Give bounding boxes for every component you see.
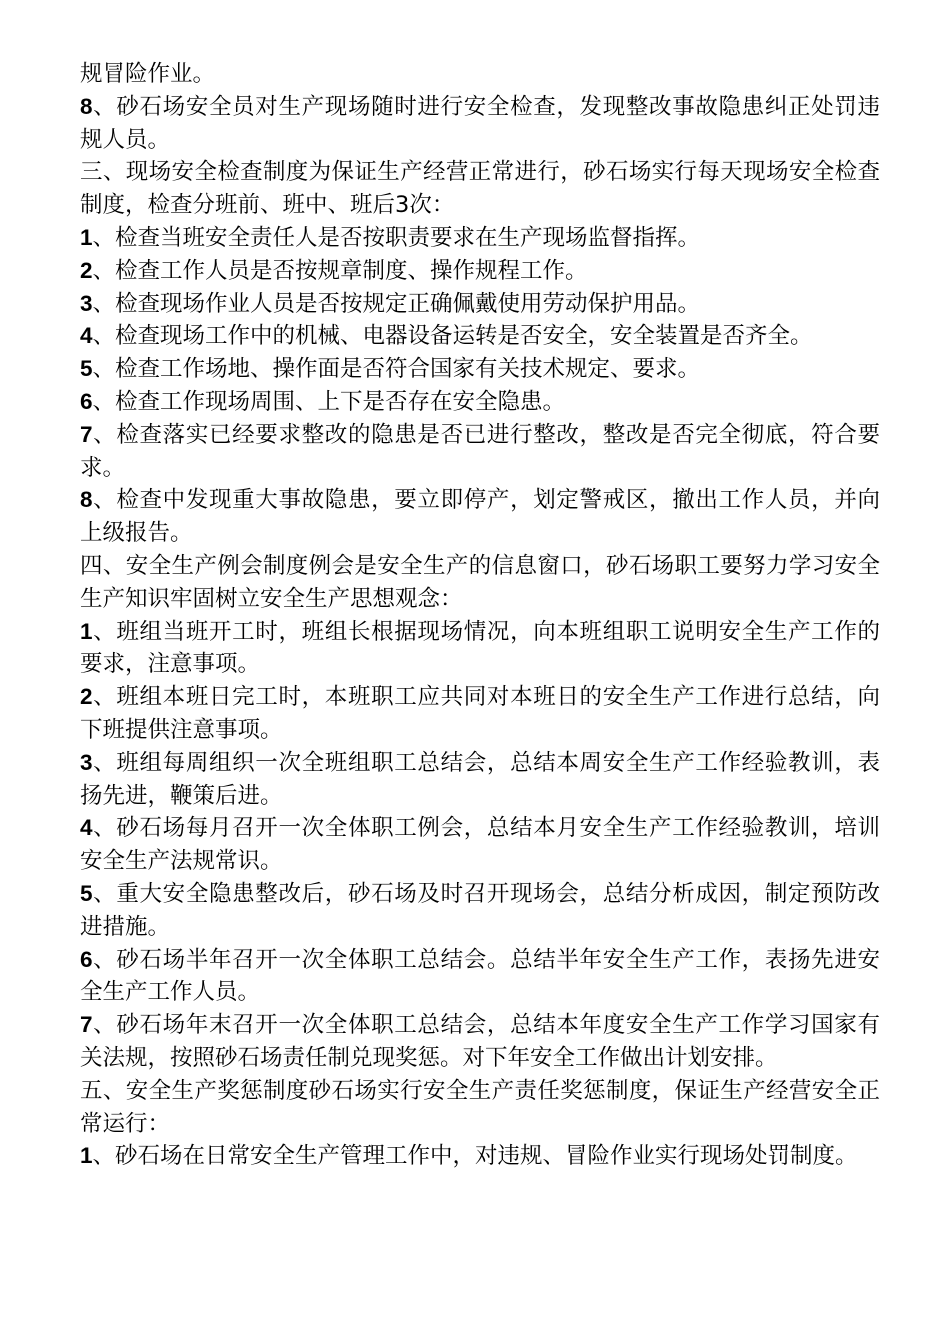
- section-heading-paragraph: [80, 156, 880, 222]
- paragraph-text: 、班组每周组织一次全班组职工总结会，总结本周安全生产工作经验教训，表扬先进，鞭策后进。: [80, 749, 880, 809]
- item-number: 7: [80, 1012, 93, 1038]
- paragraph-text: 、检查落实已经要求整改的隐患是否已进行整改，整改是否完全彻底，符合要求。: [80, 421, 880, 481]
- item-number: 2: [80, 684, 93, 710]
- paragraph-text: 、检查当班安全责任人是否按职责要求在生产现场监督指挥。: [92, 224, 701, 251]
- paragraph-text: 四、安全生产例会制度例会是安全生产的信息窗口，砂石场职工要努力学习安全生产知识牢固树立安全生产思想观念：: [80, 552, 880, 612]
- item-number: 6: [80, 946, 93, 972]
- paragraph-text: 、班组本班日完工时，本班职工应共同对本班日的安全生产工作进行总结，向下班提供注意事项。: [80, 684, 880, 743]
- item-number: 1: [80, 224, 93, 250]
- paragraph-text: 、检查工作现场周围、上下是否存在安全隐患。: [92, 388, 566, 415]
- paragraph-text: 三、现场安全检查制度为保证生产经营正常进行，砂石场实行每天现场安全检查制度，检查分班前、班中、班后3次：: [80, 159, 880, 219]
- paragraph: [80, 681, 880, 747]
- item-number: 5: [80, 356, 93, 382]
- paragraph: [80, 812, 880, 878]
- document-body: [80, 58, 880, 1173]
- paragraph-text: 、班组当班开工时，班组长根据现场情况，向本班组职工说明安全生产工作的要求，注意事项。: [80, 618, 880, 678]
- paragraph-text: 、砂石场安全员对生产现场随时进行安全检查，发现整改事故隐患纠正处罚违规人员。: [80, 93, 880, 153]
- item-number: 6: [80, 388, 93, 414]
- paragraph: [80, 320, 880, 353]
- paragraph: [80, 222, 880, 255]
- paragraph: [80, 616, 880, 682]
- item-number: 1: [80, 1143, 93, 1169]
- paragraph: [80, 1140, 880, 1173]
- paragraph-text: 规冒险作业。: [80, 61, 216, 87]
- paragraph-text: 、重大安全隐患整改后，砂石场及时召开现场会，总结分析成因，制定预防改进措施。: [80, 880, 880, 940]
- section-heading-paragraph: [80, 550, 880, 616]
- item-number: 5: [80, 880, 93, 906]
- paragraph: [80, 1009, 880, 1075]
- paragraph-text: 、砂石场半年召开一次全体职工总结会。总结半年安全生产工作，表扬先进安全生产工作人员。: [80, 946, 880, 1006]
- paragraph: [80, 255, 880, 288]
- paragraph: [80, 419, 880, 485]
- paragraph-text: 、检查工作场地、操作面是否符合国家有关技术规定、要求。: [92, 356, 701, 383]
- paragraph: [80, 484, 880, 550]
- paragraph-text: 五、安全生产奖惩制度砂石场实行安全生产责任奖惩制度，保证生产经营安全正常运行：: [80, 1077, 880, 1137]
- paragraph: [80, 747, 880, 813]
- paragraph-text: 、检查现场工作中的机械、电器设备运转是否安全，安全装置是否齐全。: [92, 323, 813, 350]
- paragraph-text: 、砂石场年末召开一次全体职工总结会，总结本年度安全生产工作学习国家有关法规，按照砂石场责任制兑现奖惩。对下年安全工作做出计划安排。: [80, 1012, 880, 1071]
- paragraph: [80, 353, 880, 386]
- item-number: 4: [80, 815, 93, 841]
- item-number: 2: [80, 257, 93, 283]
- item-number: 1: [80, 618, 93, 644]
- item-number: 8: [80, 93, 93, 119]
- paragraph-text: 、砂石场在日常安全生产管理工作中，对违规、冒险作业实行现场处罚制度。: [92, 1143, 858, 1170]
- paragraph: [80, 91, 880, 157]
- paragraph: [80, 944, 880, 1010]
- paragraph: [80, 386, 880, 419]
- item-number: 4: [80, 323, 93, 349]
- paragraph-text: 、检查中发现重大事故隐患，要立即停产，划定警戒区，撤出工作人员，并向上级报告。: [80, 487, 880, 547]
- paragraph-text: 、检查现场作业人员是否按规定正确佩戴使用劳动保护用品。: [92, 290, 701, 317]
- item-number: 3: [80, 290, 93, 316]
- item-number: 7: [80, 421, 93, 447]
- paragraph: [80, 58, 880, 91]
- section-heading-paragraph: [80, 1075, 880, 1141]
- paragraph: [80, 288, 880, 321]
- item-number: 3: [80, 749, 93, 775]
- paragraph: [80, 878, 880, 944]
- paragraph-text: 、砂石场每月召开一次全体职工例会，总结本月安全生产工作经验教训，培训安全生产法规常识。: [80, 815, 880, 875]
- item-number: 8: [80, 487, 93, 513]
- paragraph-text: 、检查工作人员是否按规章制度、操作规程工作。: [92, 257, 588, 284]
